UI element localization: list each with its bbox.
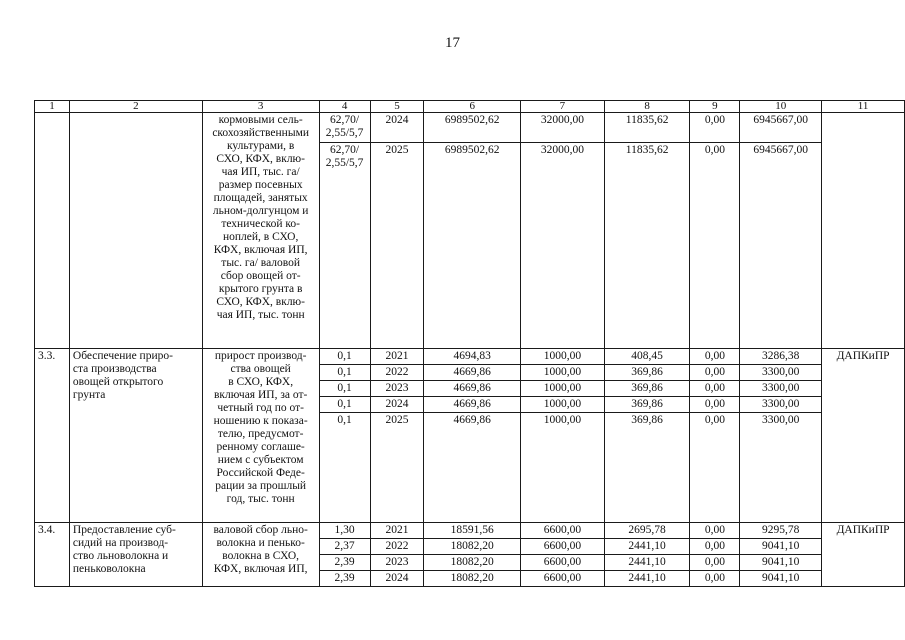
total-funding-cell: 6989502,62 <box>424 143 521 349</box>
total-funding-cell: 18082,20 <box>424 539 521 555</box>
regional-funding-cell: 369,86 <box>604 381 690 397</box>
section-title-cell: Предоставление суб- сидий на производ- ство льноволокна и пеньковолокна <box>69 523 202 587</box>
local-funding-cell: 0,00 <box>690 349 740 365</box>
total-funding-cell: 18082,20 <box>424 555 521 571</box>
other-funding-cell: 6945667,00 <box>740 143 822 349</box>
regional-funding-cell: 11835,62 <box>604 113 690 143</box>
regional-funding-cell: 2441,10 <box>604 571 690 587</box>
header-row <box>35 101 905 113</box>
table-row <box>35 113 905 143</box>
year-cell: 2021 <box>370 523 424 539</box>
federal-funding-cell: 6600,00 <box>521 555 605 571</box>
total-funding-cell: 4669,86 <box>424 381 521 397</box>
table-row <box>35 349 905 365</box>
target-value-cell: 0,1 <box>319 349 370 365</box>
header-cell: 6 <box>424 101 521 113</box>
other-funding-cell: 3300,00 <box>740 365 822 381</box>
header-cell: 10 <box>740 101 822 113</box>
regional-funding-cell: 369,86 <box>604 413 690 523</box>
header-cell: 9 <box>690 101 740 113</box>
year-cell: 2023 <box>370 555 424 571</box>
total-funding-cell: 18082,20 <box>424 571 521 587</box>
local-funding-cell: 0,00 <box>690 113 740 143</box>
other-funding-cell: 9041,10 <box>740 555 822 571</box>
total-funding-cell: 6989502,62 <box>424 113 521 143</box>
year-cell: 2022 <box>370 539 424 555</box>
target-value-cell: 1,30 <box>319 523 370 539</box>
target-value-cell: 2,37 <box>319 539 370 555</box>
other-funding-cell: 9295,78 <box>740 523 822 539</box>
regional-funding-cell: 369,86 <box>604 397 690 413</box>
program-table <box>34 100 905 587</box>
year-cell: 2024 <box>370 113 424 143</box>
local-funding-cell: 0,00 <box>690 523 740 539</box>
header-cell: 11 <box>822 101 905 113</box>
local-funding-cell: 0,00 <box>690 555 740 571</box>
header-cell: 1 <box>35 101 70 113</box>
target-value-cell: 62,70/ 2,55/5,7 <box>319 143 370 349</box>
executor-cell: ДАПКиПР <box>822 523 905 587</box>
regional-funding-cell: 369,86 <box>604 365 690 381</box>
year-cell: 2023 <box>370 381 424 397</box>
local-funding-cell: 0,00 <box>690 397 740 413</box>
total-funding-cell: 4694,83 <box>424 349 521 365</box>
year-cell: 2025 <box>370 413 424 523</box>
section-code-cell: 3.4. <box>35 523 70 587</box>
total-funding-cell: 4669,86 <box>424 365 521 381</box>
section-title-cell: Обеспечение приро- ста производства овощей открытого грунта <box>69 349 202 523</box>
regional-funding-cell: 408,45 <box>604 349 690 365</box>
local-funding-cell: 0,00 <box>690 571 740 587</box>
target-value-cell: 2,39 <box>319 571 370 587</box>
other-funding-cell: 3300,00 <box>740 397 822 413</box>
other-funding-cell: 6945667,00 <box>740 113 822 143</box>
total-funding-cell: 18591,56 <box>424 523 521 539</box>
other-funding-cell: 9041,10 <box>740 539 822 555</box>
other-funding-cell: 9041,10 <box>740 571 822 587</box>
local-funding-cell: 0,00 <box>690 539 740 555</box>
federal-funding-cell: 1000,00 <box>521 413 605 523</box>
federal-funding-cell: 6600,00 <box>521 539 605 555</box>
header-cell: 2 <box>69 101 202 113</box>
indicator-description: кормовыми сель- скохозяйственными культурами, в СХО, КФХ, вклю- чая ИП, тыс. га/ размер посевных площадей, занятых льном-долгунцом и технической ко- ноплей, в СХО, КФХ, включая ИП, тыс. га/ валовой сбор овощей от- крытого грунта в СХО, КФХ, вклю- чая ИП, тыс. тонн <box>202 113 319 349</box>
target-value-cell: 0,1 <box>319 365 370 381</box>
federal-funding-cell: 1000,00 <box>521 365 605 381</box>
year-cell: 2024 <box>370 571 424 587</box>
regional-funding-cell: 2441,10 <box>604 539 690 555</box>
header-cell: 4 <box>319 101 370 113</box>
local-funding-cell: 0,00 <box>690 143 740 349</box>
header-cell: 8 <box>604 101 690 113</box>
other-funding-cell: 3286,38 <box>740 349 822 365</box>
indicator-description: прирост производ- ства овощей в СХО, КФХ, включая ИП, за от- четный год по от- ношению к показа- телю, предусмот- ренному соглаше- нием с субъектом Российской Феде- рации за прошлый год, тыс. тонн <box>202 349 319 523</box>
federal-funding-cell: 32000,00 <box>521 143 605 349</box>
target-value-cell: 2,39 <box>319 555 370 571</box>
year-cell: 2022 <box>370 365 424 381</box>
page-number: 17 <box>445 35 460 51</box>
local-funding-cell: 0,00 <box>690 365 740 381</box>
executor-cell: ДАПКиПР <box>822 349 905 523</box>
total-funding-cell: 4669,86 <box>424 413 521 523</box>
indicator-description: валовой сбор льно- волокна и пенько- волокна в СХО, КФХ, включая ИП, <box>202 523 319 587</box>
other-funding-cell: 3300,00 <box>740 381 822 397</box>
section-code-cell: 3.3. <box>35 349 70 523</box>
local-funding-cell: 0,00 <box>690 381 740 397</box>
federal-funding-cell: 1000,00 <box>521 349 605 365</box>
regional-funding-cell: 2695,78 <box>604 523 690 539</box>
year-cell: 2025 <box>370 143 424 349</box>
target-value-cell: 0,1 <box>319 381 370 397</box>
regional-funding-cell: 2441,10 <box>604 555 690 571</box>
header-cell: 5 <box>370 101 424 113</box>
table-row <box>35 523 905 539</box>
year-cell: 2021 <box>370 349 424 365</box>
header-cell: 7 <box>521 101 605 113</box>
total-funding-cell: 4669,86 <box>424 397 521 413</box>
target-value-cell: 0,1 <box>319 397 370 413</box>
section-code-cell <box>35 113 70 349</box>
federal-funding-cell: 1000,00 <box>521 381 605 397</box>
executor-cell <box>822 113 905 349</box>
section-title-cell <box>69 113 202 349</box>
federal-funding-cell: 6600,00 <box>521 523 605 539</box>
federal-funding-cell: 6600,00 <box>521 571 605 587</box>
other-funding-cell: 3300,00 <box>740 413 822 523</box>
local-funding-cell: 0,00 <box>690 413 740 523</box>
federal-funding-cell: 1000,00 <box>521 397 605 413</box>
year-cell: 2024 <box>370 397 424 413</box>
header-cell: 3 <box>202 101 319 113</box>
federal-funding-cell: 32000,00 <box>521 113 605 143</box>
target-value-cell: 62,70/ 2,55/5,7 <box>319 113 370 143</box>
target-value-cell: 0,1 <box>319 413 370 523</box>
regional-funding-cell: 11835,62 <box>604 143 690 349</box>
